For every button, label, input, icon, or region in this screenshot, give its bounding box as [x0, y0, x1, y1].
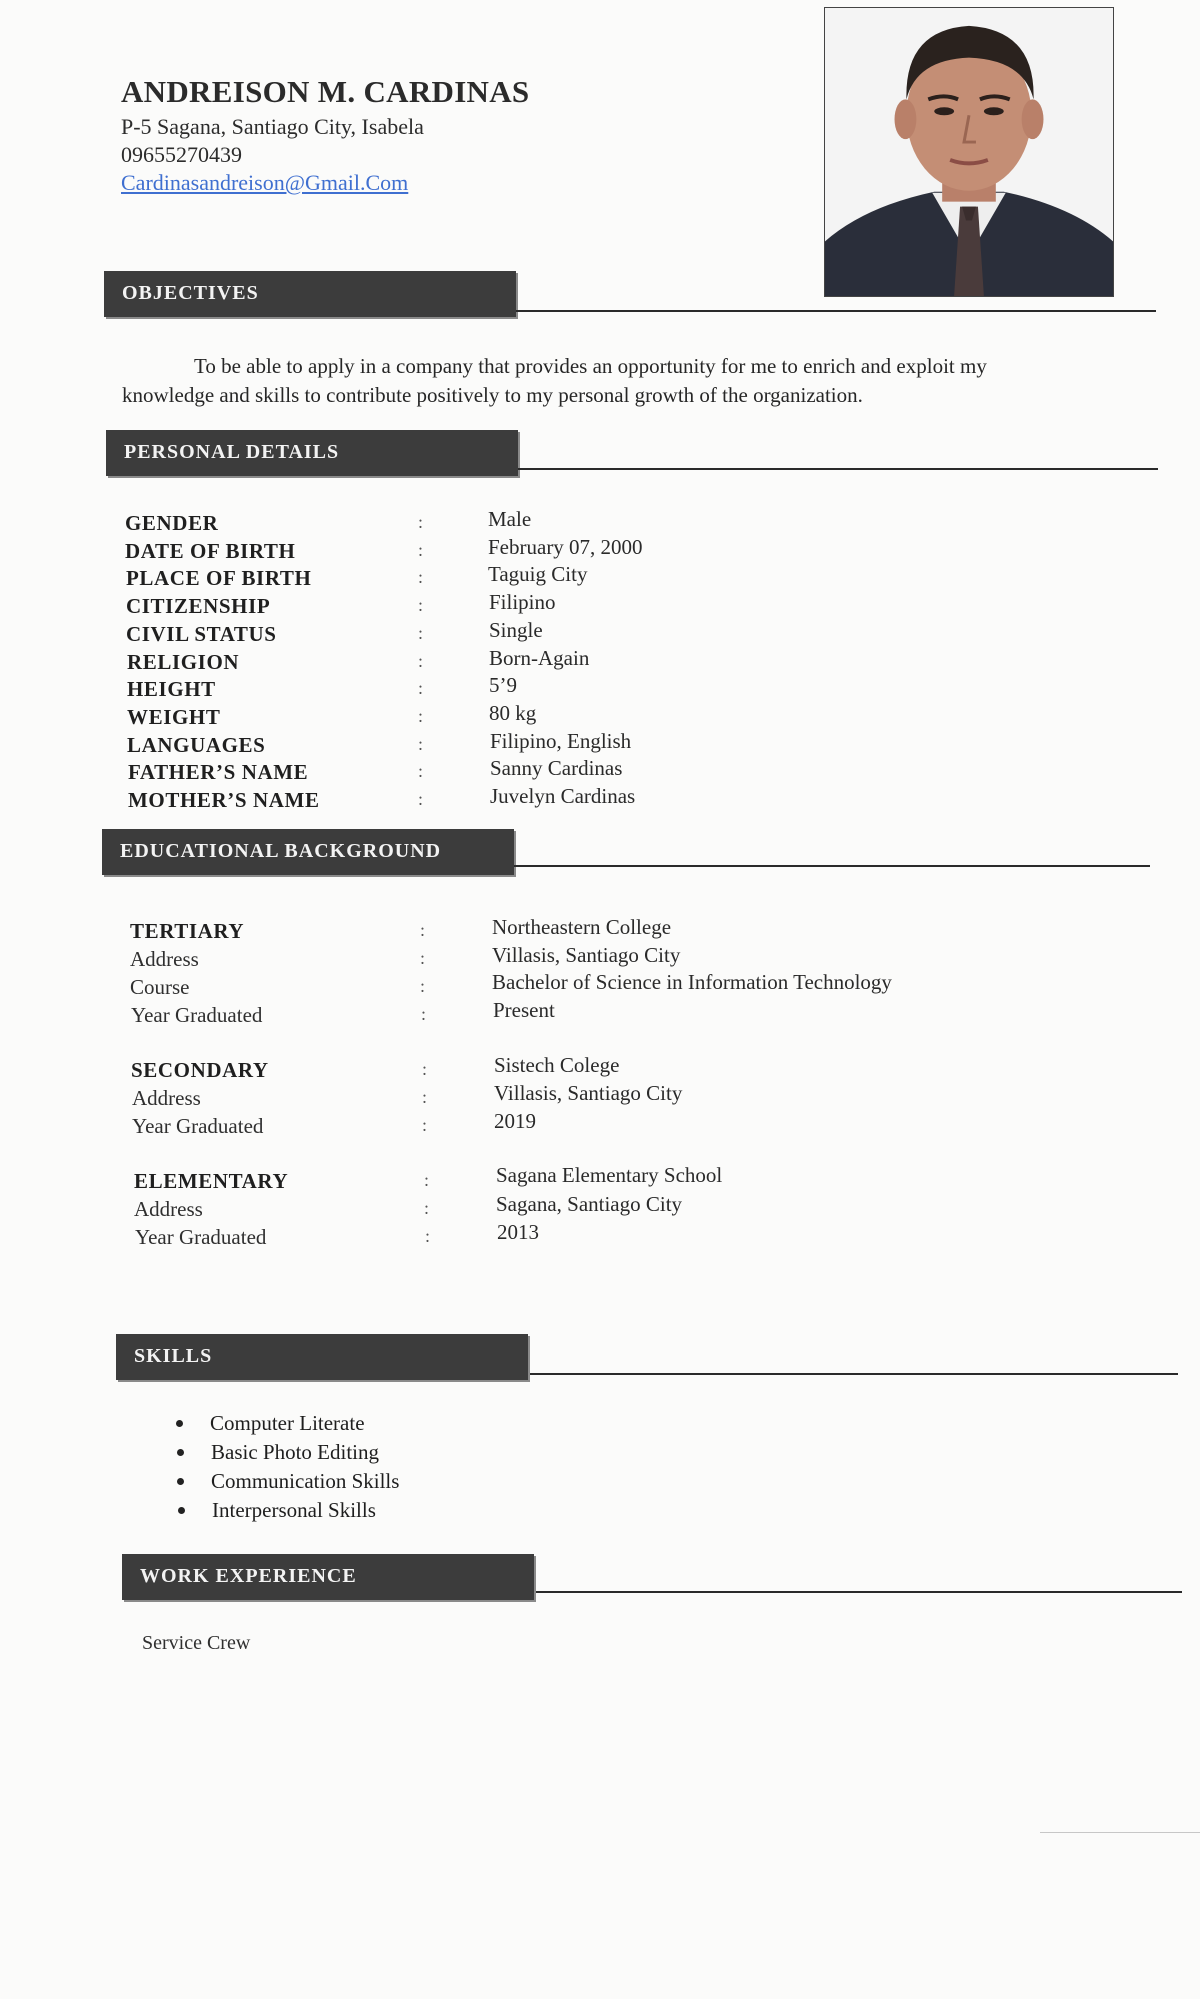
personal-details-header	[106, 430, 518, 476]
personal-detail-label: CITIZENSHIP	[126, 594, 271, 618]
personal-detail-separator: :	[418, 761, 424, 781]
tertiary-address: Villasis, Santiago City	[492, 943, 681, 967]
applicant-name: ANDREISON M. CARDINAS	[121, 74, 530, 109]
personal-detail-separator: :	[418, 678, 424, 698]
tertiary-year-separator: :	[421, 1004, 427, 1024]
skill-item	[210, 1411, 365, 1436]
skill-item	[211, 1469, 399, 1494]
personal-detail-label: MOTHER’S NAME	[128, 788, 320, 812]
elementary-separator: :	[424, 1170, 430, 1190]
personal-detail-separator: :	[418, 789, 424, 809]
personal-detail-separator: :	[418, 540, 424, 560]
secondary-year-separator: :	[422, 1115, 428, 1135]
tertiary-separator: :	[420, 920, 426, 940]
elementary-school: Sagana Elementary School	[496, 1163, 723, 1187]
tertiary-address-label: Address	[130, 947, 199, 971]
personal-detail-separator: :	[418, 706, 424, 726]
personal-details-divider	[518, 468, 1158, 470]
personal-detail-label: HEIGHT	[127, 677, 216, 701]
personal-detail-separator: :	[418, 623, 424, 643]
secondary-year: 2019	[494, 1109, 536, 1133]
personal-details-title: PERSONAL DETAILS	[124, 441, 340, 463]
tertiary-course-separator: :	[420, 976, 426, 996]
personal-detail-value: Filipino, English	[490, 729, 632, 753]
personal-detail-separator: :	[418, 512, 424, 532]
tertiary-year: Present	[493, 998, 555, 1022]
personal-detail-value: Filipino	[489, 590, 556, 614]
secondary-address: Villasis, Santiago City	[494, 1081, 683, 1105]
personal-detail-value: 80 kg	[489, 701, 537, 725]
elementary-year: 2013	[497, 1220, 539, 1244]
personal-detail-label: FATHER’S NAME	[128, 760, 309, 784]
objectives-divider	[516, 310, 1156, 312]
skills-divider	[530, 1373, 1178, 1375]
bullet-icon	[176, 1420, 183, 1427]
secondary-school: Sistech Colege	[494, 1053, 620, 1077]
personal-detail-value: Male	[488, 507, 532, 531]
personal-detail-label: CIVIL STATUS	[126, 622, 277, 646]
personal-detail-value: Single	[489, 618, 543, 642]
scan-artifact-line	[1040, 1832, 1200, 1833]
personal-detail-value: Sanny Cardinas	[490, 756, 623, 780]
elementary-year-separator: :	[425, 1226, 431, 1246]
tertiary-course-label: Course	[130, 975, 190, 999]
secondary-address-label: Address	[132, 1086, 201, 1110]
personal-detail-value: Taguig City	[488, 562, 588, 586]
education-header	[102, 829, 514, 875]
work-experience-title: WORK EXPERIENCE	[140, 1565, 357, 1587]
profile-photo-illustration	[825, 8, 1113, 296]
personal-detail-separator: :	[418, 651, 424, 671]
personal-detail-value: Juvelyn Cardinas	[490, 784, 636, 808]
objectives-title: OBJECTIVES	[122, 282, 259, 304]
tertiary-address-separator: :	[420, 948, 426, 968]
personal-detail-separator: :	[418, 595, 424, 615]
phone-number: 09655270439	[121, 142, 242, 167]
personal-detail-value: 5’9	[489, 673, 517, 697]
profile-photo	[824, 7, 1114, 297]
tertiary-school: Northeastern College	[492, 915, 672, 939]
work-experience-header	[122, 1554, 534, 1600]
elementary-year-label: Year Graduated	[135, 1225, 267, 1249]
education-title: EDUCATIONAL BACKGROUND	[120, 840, 442, 862]
personal-detail-separator: :	[418, 734, 424, 754]
elementary-address-separator: :	[424, 1198, 430, 1218]
secondary-address-separator: :	[422, 1087, 428, 1107]
bullet-icon	[178, 1507, 185, 1514]
personal-detail-value: February 07, 2000	[488, 535, 643, 559]
skill-item	[212, 1498, 376, 1523]
skill-item-label: Interpersonal Skills	[212, 1498, 376, 1522]
personal-detail-label: LANGUAGES	[127, 733, 266, 757]
secondary-separator: :	[422, 1059, 428, 1079]
tertiary-label: TERTIARY	[130, 919, 245, 943]
email-link[interactable]: Cardinasandreison@Gmail.Com	[121, 170, 409, 195]
skill-item	[211, 1440, 379, 1465]
personal-detail-label: WEIGHT	[127, 705, 221, 729]
work-experience-item: Service Crew	[142, 1632, 251, 1654]
tertiary-year-label: Year Graduated	[131, 1003, 263, 1027]
bullet-icon	[177, 1449, 184, 1456]
objectives-text: To be able to apply in a company that provides an opportunity for me to enrich and exploit my knowledge and skills to contribute positively to my personal growth of the organization.	[122, 354, 987, 407]
tertiary-course: Bachelor of Science in Information Technology	[492, 970, 892, 994]
personal-detail-label: PLACE OF BIRTH	[126, 566, 312, 590]
skill-item-label: Basic Photo Editing	[211, 1440, 379, 1464]
personal-detail-value: Born-Again	[489, 646, 590, 670]
elementary-address-label: Address	[134, 1197, 203, 1221]
education-divider	[514, 865, 1150, 867]
address: P-5 Sagana, Santiago City, Isabela	[121, 114, 424, 139]
personal-detail-label: RELIGION	[127, 650, 240, 674]
elementary-label: ELEMENTARY	[134, 1169, 289, 1193]
personal-detail-separator: :	[418, 567, 424, 587]
elementary-address: Sagana, Santiago City	[496, 1192, 683, 1216]
skills-header	[116, 1334, 528, 1380]
objectives-header	[104, 271, 516, 317]
personal-detail-label: DATE OF BIRTH	[125, 539, 296, 563]
skill-item-label: Communication Skills	[211, 1469, 400, 1493]
skills-title: SKILLS	[134, 1345, 213, 1367]
secondary-label: SECONDARY	[131, 1058, 269, 1082]
bullet-icon	[177, 1478, 184, 1485]
skill-item-label: Computer Literate	[210, 1411, 365, 1435]
work-experience-divider	[536, 1591, 1182, 1593]
personal-detail-label: GENDER	[125, 511, 219, 535]
secondary-year-label: Year Graduated	[132, 1114, 264, 1138]
